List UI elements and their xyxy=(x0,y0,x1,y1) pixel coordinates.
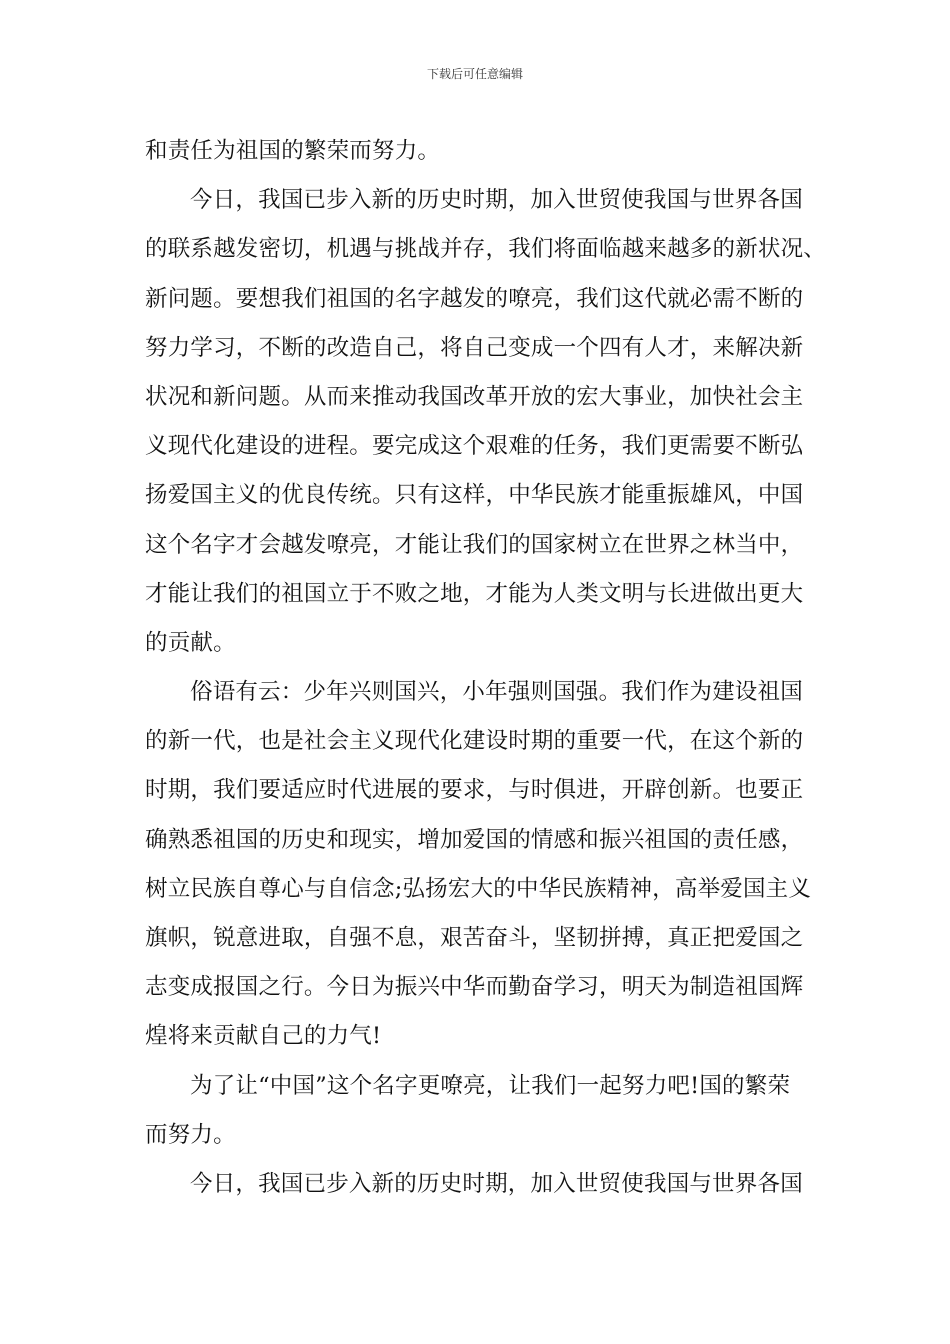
text-line: 的贡献。 xyxy=(145,629,236,656)
text-line: 状况和新问题。从而来推动我国改革开放的宏大事业，加快社会主 xyxy=(145,383,804,410)
paragraph-start-line: 为了让“中国”这个名字更嘹亮，让我们一起努力吧!国的繁荣 xyxy=(190,1072,791,1099)
text-line: 旗帜，锐意进取，自强不息，艰苦奋斗，坚韧拼搏，真正把爱国之 xyxy=(145,925,804,951)
text-line: 煌将来贡献自己的力气! xyxy=(145,1023,382,1050)
text-line: 而努力。 xyxy=(145,1121,236,1148)
text-line: 新问题。要想我们祖国的名字越发的嘹亮，我们这代就必需不断的 xyxy=(145,285,804,312)
text-line: 时期，我们要适应时代进展的要求，与时俱进，开辟创新。也要正 xyxy=(145,777,804,804)
text-line: 志变成报国之行。今日为振兴中华而勤奋学习，明天为制造祖国辉 xyxy=(145,974,804,1001)
text-line: 义现代化建设的进程。要完成这个艰难的任务，我们更需要不断弘 xyxy=(145,433,804,460)
text-line: 才能让我们的祖国立于不败之地，才能为人类文明与长进做出更大 xyxy=(145,580,804,607)
text-line: 的新一代，也是社会主义现代化建设时期的重要一代，在这个新的 xyxy=(145,728,804,755)
page-header: 下载后可任意编辑 xyxy=(426,67,523,81)
text-line: 确熟悉祖国的历史和现实，增加爱国的情感和振兴祖国的责任感， xyxy=(145,826,804,853)
document-body xyxy=(145,127,825,1209)
text-line: 树立民族自尊心与自信念;弘扬宏大的中华民族精神，高举爱国主义 xyxy=(145,875,812,902)
text-line: 扬爱国主义的优良传统。只有这样，中华民族才能重振雄风，中国 xyxy=(145,482,804,509)
text-line: 和责任为祖国的繁荣而努力。 xyxy=(145,138,441,164)
text-line: 这个名字才会越发嘹亮，才能让我们的国家树立在世界之林当中， xyxy=(145,531,804,558)
text-line: 努力学习，不断的改造自己，将自己变成一个四有人才，来解决新 xyxy=(145,334,804,361)
paragraph-start-line: 今日，我国已步入新的历史时期，加入世贸使我国与世界各国 xyxy=(190,1170,803,1197)
paragraph-start-line: 今日，我国已步入新的历史时期，加入世贸使我国与世界各国 xyxy=(190,187,803,214)
paragraph-start-line: 俗语有云：少年兴则国兴，小年强则国强。我们作为建设祖国 xyxy=(190,679,803,706)
text-line: 的联系越发密切，机遇与挑战并存，我们将面临越来越多的新状况、 xyxy=(145,236,827,263)
